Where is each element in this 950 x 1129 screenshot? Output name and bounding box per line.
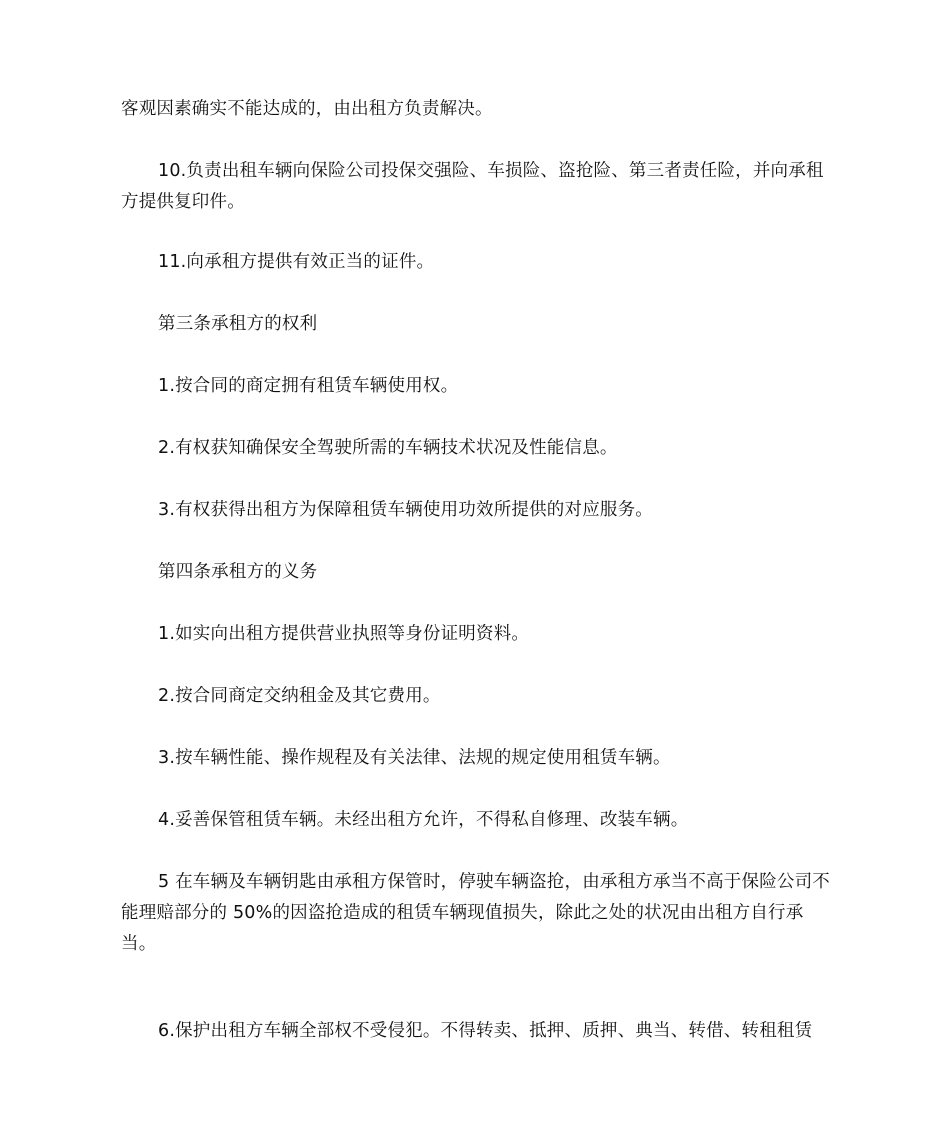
paragraph-item-2: 2.有权获知确保安全驾驶所需的车辆技术状况及性能信息。 <box>158 438 618 458</box>
paragraph-item-2: 2.按合同商定交纳租金及其它费用。 <box>158 686 441 706</box>
paragraph-item-3: 3.按车辆性能、操作规程及有关法律、法规的规定使用租赁车辆。 <box>158 748 671 768</box>
paragraph-item-11: 11.向承租方提供有效正当的证件。 <box>158 252 435 272</box>
paragraph-item-1: 1.按合同的商定拥有租赁车辆使用权。 <box>158 376 459 396</box>
paragraph-item-10: 10.负责出租车辆向保险公司投保交强险、车损险、盗抢险、第三者责任险，并向承租方提供复印件。 <box>121 161 824 212</box>
paragraph-item-6: 6.保护出租方车辆全部权不受侵犯。不得转卖、抵押、质押、典当、转借、转租租赁 <box>158 1021 813 1041</box>
section-heading-3: 第三条承租方的权利 <box>158 314 318 334</box>
section-heading-4: 第四条承租方的义务 <box>158 562 318 582</box>
paragraph-item-1: 1.如实向出租方提供营业执照等身份证明资料。 <box>158 624 530 644</box>
paragraph-item-5: 5 在车辆及车辆钥匙由承租方保管时，停驶车辆盗抢，由承租方承当不高于保险公司不能理赔部分的 50%的因盗抢造成的租赁车辆现值损失，除此之处的状况由出租方自行承当。 <box>121 872 830 954</box>
paragraph-item-3: 3.有权获得出租方为保障租赁车辆使用功效所提供的对应服务。 <box>158 500 653 520</box>
paragraph-continuation: 客观因素确实不能达成的，由出租方负责解决。 <box>121 99 493 119</box>
paragraph-item-4: 4.妥善保管租赁车辆。未经出租方允许，不得私自修理、改装车辆。 <box>158 810 689 830</box>
